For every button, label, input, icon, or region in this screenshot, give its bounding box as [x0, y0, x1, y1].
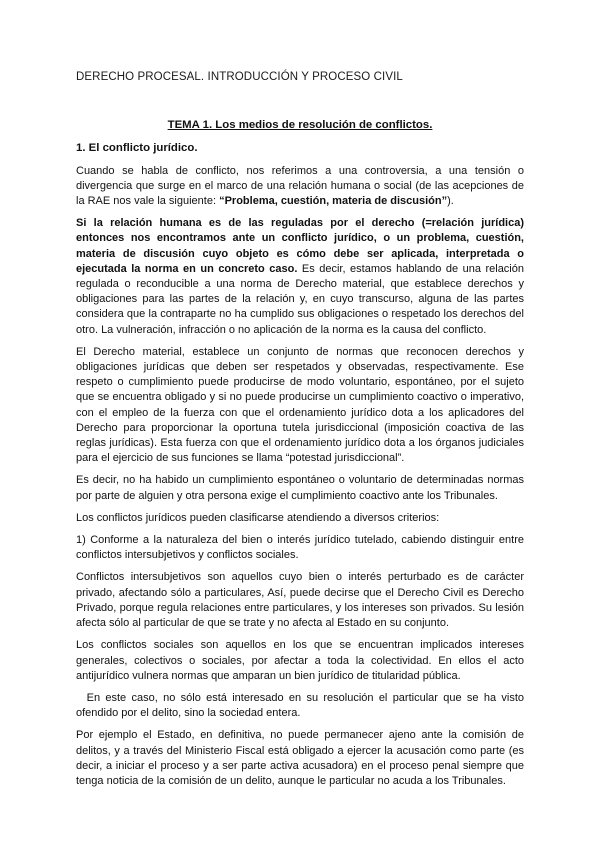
paragraph-1-bold: “Problema, cuestión, materia de discusión”	[219, 195, 448, 208]
paragraph-7: Conflictos intersubjetivos son aquellos cuyo bien o interés perturbado es de carácter privado, afectando sólo a particulares, Así, puede decirse que el Derecho Civil es Derecho Privado, porque regula relaciones entre particulares, y los intereses son privados. Su lesión afecta sólo al particular de que se trate y no afecta al Estado en su conjunto.	[76, 571, 524, 630]
paragraph-2	[76, 216, 524, 338]
paragraph-8: Los conflictos sociales son aquellos en los que se encuentran implicados intereses generales, colectivos o sociales, por afectar a toda la colectividad. En ellos el acto antijurídico vulnera normas que amparan un bien jurídico de titularidad pública.	[76, 639, 524, 682]
document-header: DERECHO PROCESAL. INTRODUCCIÓN Y PROCESO CIVIL	[76, 71, 403, 83]
paragraph-2-bold: Si la relación humana es de las reguladas por el derecho (=relación jurídica) entonces nos encontramos ante un conflicto jurídico, o un problema, cuestión, materia de discusión cuyo objeto es cómo debe ser aplicada, interpretada o ejecutada la norma en un concreto caso.	[76, 217, 524, 275]
paragraph-1	[76, 164, 524, 210]
paragraph-9: En este caso, no sólo está interesado en su resolución el particular que se ha visto ofendido por el delito, sino la sociedad entera.	[76, 691, 528, 720]
paragraph-3: El Derecho material, establece un conjunto de normas que reconocen derechos y obligaciones jurídicas que deben ser respetados y observadas, respectivamente. Ese respeto o cumplimiento puede producirse de modo voluntario, espontáneo, por el sujeto que se encuentra obligado y si no puede producirse un cumplimiento coactivo o imperativo, con el empleo de la fuerza con que el ordenamiento jurídico dota a los aplicadores del Derecho para proporcionar la oportuna tutela jurisdiccional (imposición coactiva de las reglas jurídicas). Esta fuerza con que el ordenamiento jurídico dota a los órganos judiciales para el ejercicio de sus funciones se llama “potestad jurisdiccional”.	[76, 345, 524, 465]
paragraph-4: Es decir, no ha habido un cumplimiento espontáneo o voluntario de determinadas normas por parte de alguien y otra persona exige el cumplimiento coactivo ante los Tribunales.	[76, 474, 524, 502]
paragraph-6: 1) Conforme a la naturaleza del bien o interés jurídico tutelado, cabiendo distinguir entre conflictos intersubjetivos y conflictos sociales.	[76, 534, 524, 562]
section-heading: 1. El conflicto jurídico.	[76, 142, 198, 155]
paragraph-2-text: Es decir, estamos hablando de una relación regulada o reconducible a una norma de Derecho material, que establece derechos y obligaciones para las partes de la relación y, en cuyo transcurso, alguna de las partes considera que la contraparte no ha cumplido sus obligaciones o respetado los derechos del otro. La vulneración, infracción o no aplicación de la norma es la causa del conflicto.	[76, 262, 524, 336]
tema-title: TEMA 1. Los medios de resolución de conflictos.	[167, 119, 433, 132]
paragraph-1-text: Cuando se habla de conflicto, nos referimos a una controversia, a una tensión o divergencia que surge en el marco de una relación humana o social (de las acepciones de la RAE nos vale la siguiente:	[76, 164, 524, 208]
paragraph-10: Por ejemplo el Estado, en definitiva, no puede permanecer ajeno ante la comisión de delitos, y a través del Ministerio Fiscal está obligado a ejercer la acusación como parte (es decir, a iniciar el proceso y a ser parte activa acusadora) en el proceso penal siempre que tenga noticia de la comisión de un delito, aunque le particular no acuda a los Tribunales.	[76, 729, 524, 787]
paragraph-5: Los conflictos jurídicos pueden clasificarse atendiendo a diversos criterios:	[76, 511, 440, 524]
paragraph-1-end: ).	[447, 195, 454, 208]
